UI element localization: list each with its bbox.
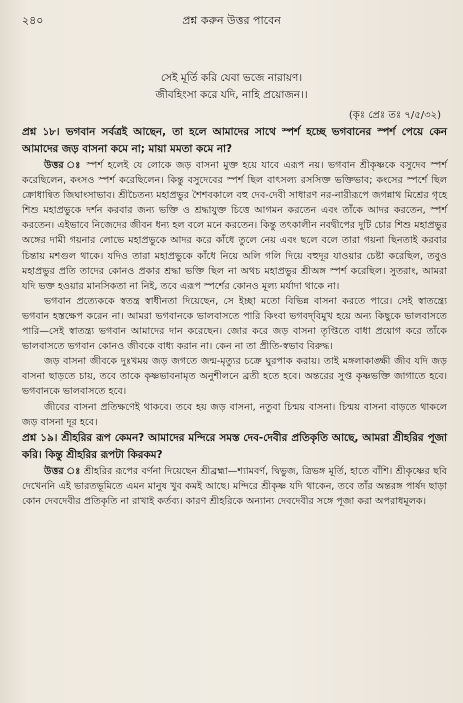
answer-18-paragraph-3: জড় বাসনা জীবকে দুঃখময় জড় জগতে জন্ম-মৃত্যুর চক্রে ঘুরপাক করায়। তাই মঙ্গলাকাঙ্ক্ষী জীব যদি জড় বাসনা ছাড়তে চায়, তবে তাকে কৃষ্ণভাবনামৃত অনুশীলনে ব্রতী হতে হবে। অন্তরের সুপ্ত কৃষ্ণভক্তি জাগাতে হবে। ভগবানকে ভালবাসতে হবে।	[22, 356, 447, 398]
answer-19-text-1: শ্রীহরির রূপের বর্ণনা দিয়েছেন শ্রীব্রহ্মা—শ্যামবর্ণ, দ্বিভুজ, ত্রিভঙ্গ মূর্তি, হাতে বাঁশি। শ্রীকৃষ্ণের ছবি দেখেননি এই ভারতভূমিতে এমন মানুষ খুব কমই আছে। মন্দিরে শ্রীকৃষ্ণ যদি থাকেন, তবে তাঁর অন্তরঙ্গ পার্ষদ ছাড়া কোন দেবদেবীর প্রতিকৃতি না রাখাই কর্তব্য। কারণ শ্রীহরিকে অন্যান্য দেবদেবীর সঙ্গে পূজা করা অপরাধমূলক।	[22, 465, 448, 507]
page-number: ২৪০	[22, 14, 44, 27]
verse-block	[0, 70, 463, 104]
answer-label: উত্তর ঃ	[44, 465, 81, 477]
verse-line-2: জীবহিংসা করে যদি, নাহি প্রয়োজন।।	[155, 89, 308, 101]
question-19: প্রশ্ন ১৯। শ্রীহরির রূপ কেমন? আমাদের মন্দিরে সমস্ত দেব-দেবীর প্রতিকৃতি আছে, আমরা শ্রীহরির পূজা করি। কিন্তু শ্রীহরির রূপটা কিরকম?	[22, 431, 447, 461]
answer-label: উত্তর ঃ	[44, 160, 82, 171]
page-body	[22, 124, 447, 509]
question-18: প্রশ্ন ১৮। ভগবান সর্বত্রই আছেন, তা হলে আমাদের সাথে স্পর্শ হচ্ছে ভগবানের স্পর্শ পেয়ে কেন আমাদের জড় বাসনা কমে না; মায়া মমতা কমে না?	[22, 126, 447, 155]
answer-18-paragraph-1	[22, 158, 447, 294]
verse-line-1: সেই মূর্তি করি যেবা ভজে নারায়ণ।	[160, 72, 303, 84]
answer-18-paragraph-2: ভগবান প্রত্যেককে স্বতন্ত্র স্বাধীনতা দিয়েছেন, সে ইচ্ছা মতো বিভিন্ন বাসনা করতে পারে। সেই স্বাতন্ত্র্যে ভগবান হস্তক্ষেপ করেন না। আমরা ভগবানকে ভালবাসতে পারি কিংবা ভগবদ্‌বিমুখ হয়ে অন্য কিছুকে ভালবাসতে পারি—সেই স্বাতন্ত্র্য ভগবান আমাদের দান করেছেন। জোর করে জড় বাসনা তৃপ্তিতে বাধা প্রয়োগ করে তাঁকে ভালবাসতে ভগবান কোনও জীবকে বাধ্য করান না। কেন না তা প্রীতি-স্বভাব বিরুদ্ধ।	[22, 295, 447, 353]
answer-18-text-1: স্পর্শ হলেই যে লোকে জড় বাসনা মুক্ত হয়ে যাবে এরূপ নয়। ভগবান শ্রীকৃষ্ণকে বসুদেব স্পর্শ করেছিলেন, কংসও স্পর্শ করেছিলেন। কিন্তু বসুদেবের স্পর্শ ছিল বাৎসল্য রসসিক্ত ভক্তিভাব; কংসের স্পর্শে ছিল ক্রোধান্বিত জিঘাংসাভাব। শ্রীচৈতন্য মহাপ্রভুর শৈশবকালে বহু দেব-দেবী সাধারণ নর-নারীরূপে জগন্নাথ মিশ্রের গৃহে শিশু মহাপ্রভুকে দর্শন করবার জন্য ভক্তি ও শ্রদ্ধাযুক্ত চিত্তে আগমন করতেন এবং তাঁকে আদর করতেন, স্পর্শ করতেন। এইভাবে নিজেদের জীবন ধন্য হল বলে মনে করতেন। কিন্তু তৎকালীন নবদ্বীপের দুটি চোর শিশু মহাপ্রভুর অঙ্গের দামী গয়নার লোভে মহাপ্রভুকে আদর করে কাঁধে তুলে নেয় এবং ছলে বলে তারা গয়না ছিনতাই করবার চিন্তায় মশগুল থাকে। যদিও তারা মহাপ্রভুকে কাঁধে নিয়ে অলি গলি দিয়ে বহুদূর যাওয়ার চেষ্টা করেছিল, তবুও মহাপ্রভুর প্রতি তাদের কোনও প্রকার শ্রদ্ধা ভক্তি ছিল না অথচ মহাপ্রভুর শ্রীঅঙ্গ স্পর্শ করেছিল। সুতরাং, আমরা যদি ভক্ত হওয়ার মানসিকতা না নিই, তবে এরূপ স্পর্শের কোনও মূল্য মর্যাদা থাকে না।	[22, 160, 447, 292]
answer-19-paragraph-1	[22, 464, 447, 509]
page-header	[0, 10, 463, 28]
running-title: প্রশ্ন করুন উত্তর পাবেন	[182, 14, 281, 27]
answer-18-paragraph-4: জীবের বাসনা প্রতিক্ষণেই থাকবে। তবে হয় জড় বাসনা, নতুবা চিন্ময় বাসনা। চিন্ময় বাসনা বাড়তে থাকলে জড় বাসনা দূর হবে।	[22, 401, 447, 428]
verse-citation: (কৃঃ প্রেঃ তঃ ৭/৫/৩২)	[348, 110, 441, 121]
